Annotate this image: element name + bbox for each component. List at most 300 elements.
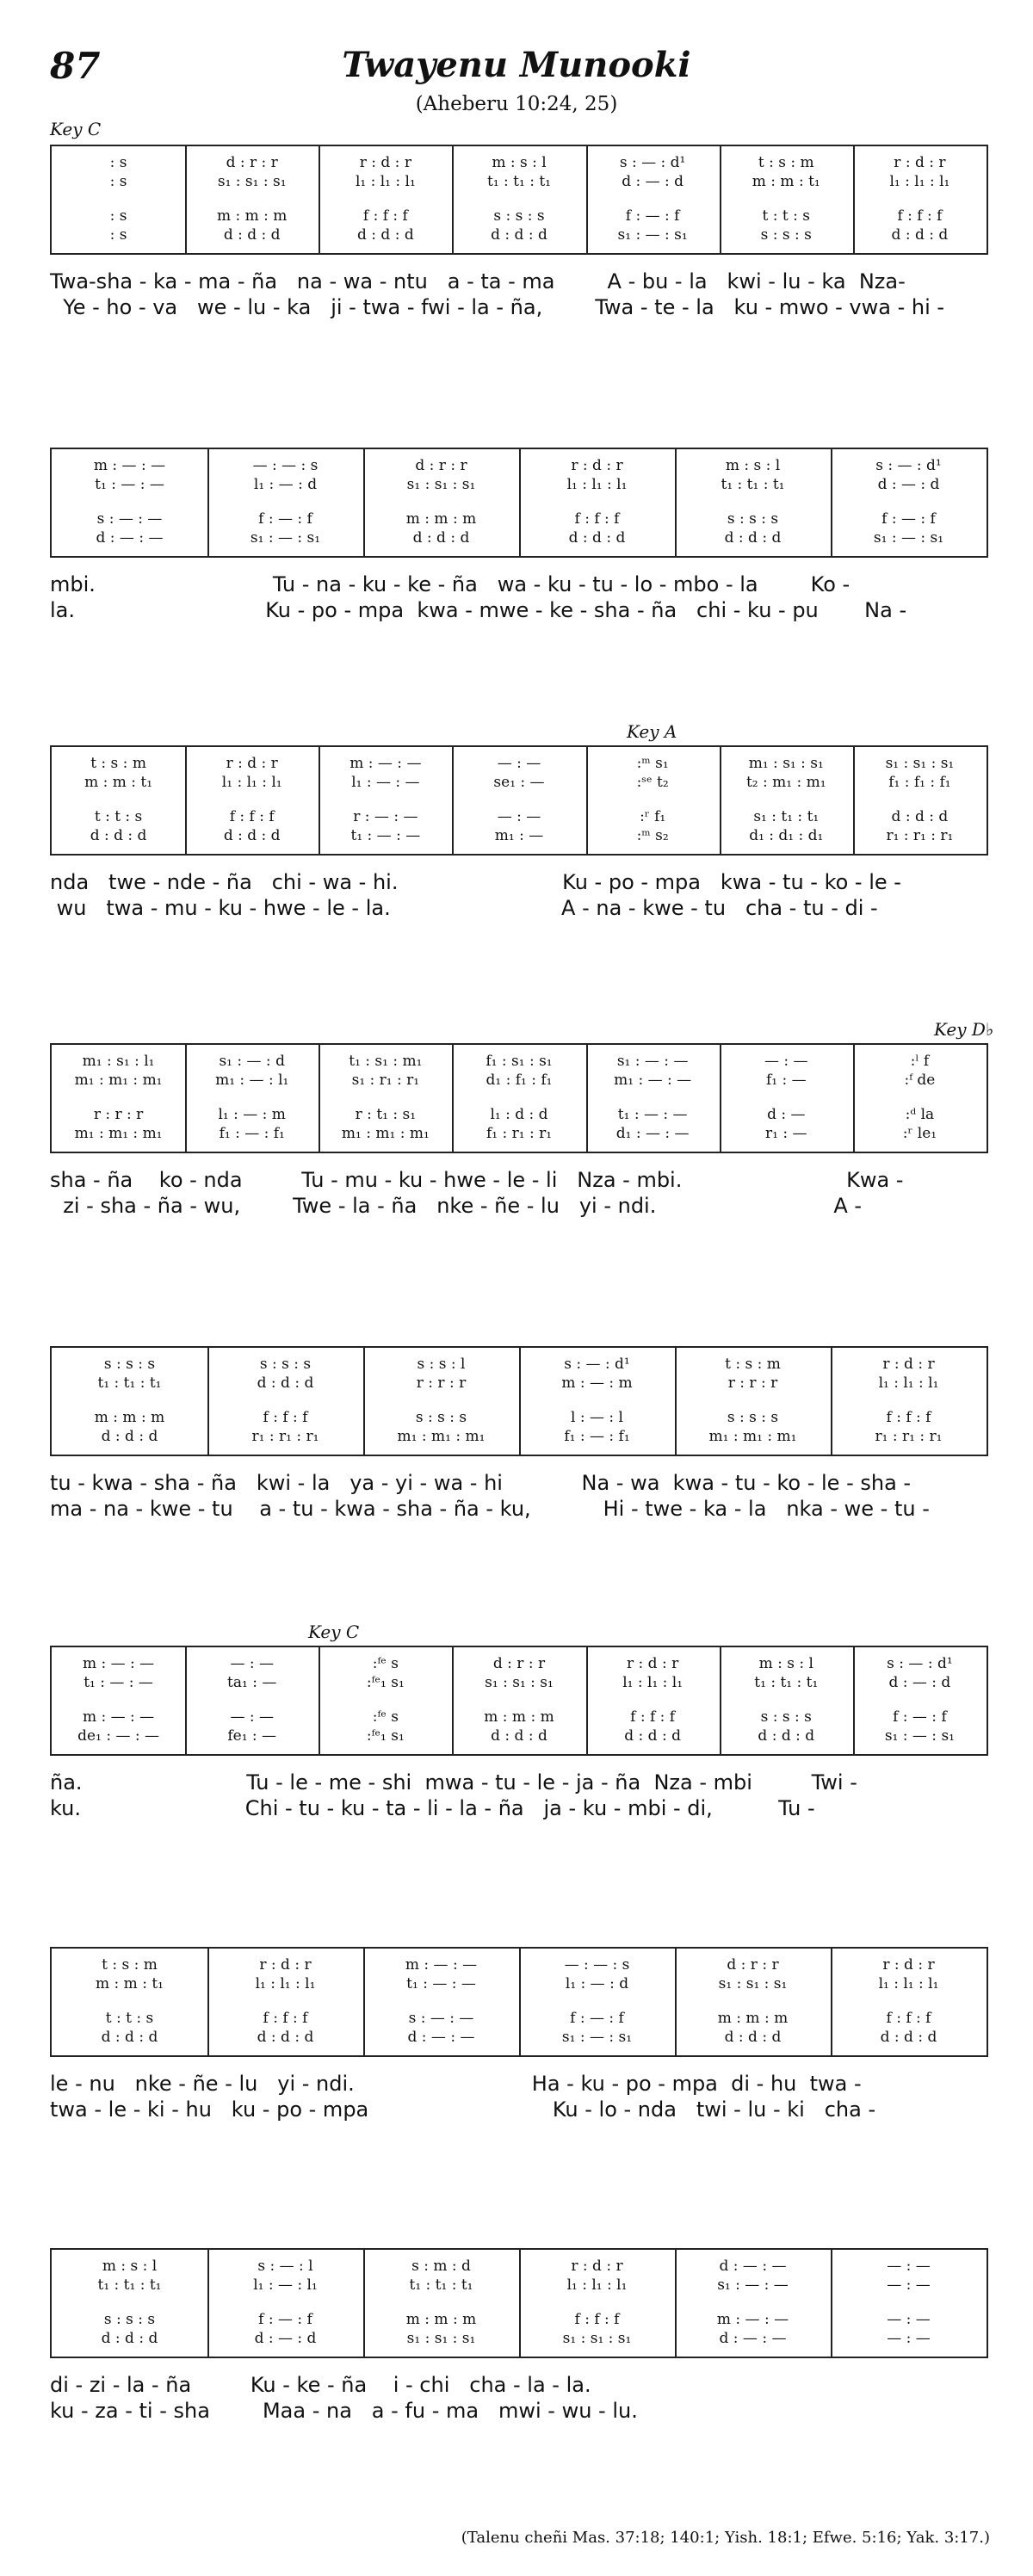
barline	[720, 146, 721, 253]
measure-cell: l₁ : — : d	[253, 476, 318, 493]
measure-cell: r : d : r	[894, 154, 946, 171]
barline	[363, 1949, 365, 2055]
lyrics-system-5	[50, 1470, 988, 1522]
measure-cell: r : d : r	[259, 1956, 312, 1974]
barline	[452, 146, 454, 253]
measure-cell: s₁ : — : —	[616, 1053, 689, 1070]
measure-cell: m : s : l	[102, 2258, 158, 2275]
measure-cell: t : t : s	[94, 808, 143, 825]
measure-cell: l₁ : l₁ : l₁	[878, 1374, 939, 1392]
measure-cell: r : t₁ : s₁	[355, 1106, 417, 1123]
voice-row-alto	[52, 1673, 987, 1692]
measure-cell: d : — : —	[719, 2258, 787, 2275]
measure-cell: r : d : r	[627, 1655, 679, 1672]
voice-row-alto	[52, 172, 987, 191]
music-system-1	[50, 145, 988, 255]
barline	[319, 1045, 320, 1152]
measure-cell: f : f : f	[574, 2311, 620, 2328]
measure-cell: — : — : s	[252, 457, 319, 474]
barline	[185, 146, 187, 253]
measure-cell: r : d : r	[571, 457, 623, 474]
barline	[853, 146, 855, 253]
measure-cell: f : f : f	[362, 207, 408, 225]
measure-cell: s₁ : s₁ : s₁	[406, 476, 476, 493]
measure-cell: f₁ : — : f₁	[219, 1125, 285, 1142]
barline	[831, 1949, 832, 2055]
measure-cell: d : — : d	[877, 476, 940, 493]
measure-cell: s₁ : — : s₁	[873, 529, 944, 547]
measure-cell: d : d : d	[891, 808, 949, 825]
lyrics-system-4	[50, 1167, 988, 1219]
measure-cell: f : — : f	[881, 510, 936, 528]
voice-row-soprano	[52, 1654, 987, 1673]
measure-cell: t : s : m	[102, 1956, 158, 1974]
measure-cell: m : — : m	[561, 1374, 633, 1392]
measure-cell: f : — : f	[258, 510, 312, 528]
lyric-line-verse-2: ku. Chi - tu - ku - ta - li - la - ña ja - ku - mbi - di, Tu -	[50, 1796, 815, 1820]
measure-cell: — : —	[497, 808, 541, 825]
measure-cell: d : r : r	[492, 1655, 546, 1672]
measure-cell: t₁ : t₁ : t₁	[754, 1674, 819, 1691]
measure-cell: d : d : d	[90, 827, 147, 844]
music-system-8	[50, 2248, 988, 2358]
measure-cell: fe₁ : —	[227, 1727, 277, 1745]
barline	[363, 2250, 365, 2357]
measure-cell: se₁ : —	[493, 774, 545, 791]
measure-cell: f₁ : r₁ : r₁	[486, 1125, 553, 1142]
barline	[363, 1348, 365, 1455]
measure-cell: s : s : s	[727, 510, 779, 528]
measure-cell: r₁ : —	[765, 1125, 807, 1142]
measure-cell: f : f : f	[886, 2010, 931, 2027]
measure-cell: t₁ : t₁ : t₁	[97, 2276, 162, 2294]
barline	[185, 1647, 187, 1754]
measure-cell: s : — : —	[408, 2010, 474, 2027]
lyric-line-verse-2: Ye - ho - va we - lu - ka ji - twa - fwi - la - ña, Twa - te - la ku - mwo - vwa - hi -	[50, 295, 945, 319]
measure-cell: m : m : t₁	[752, 173, 820, 190]
lyric-line-verse-2: la. Ku - po - mpa kwa - mwe - ke - sha - ña chi - ku - pu Na -	[50, 598, 907, 622]
barline	[519, 2250, 521, 2357]
measure-cell: t₁ : — : —	[406, 1975, 476, 1992]
measure-cell: m₁ : s₁ : s₁	[748, 755, 824, 772]
measure-cell: d : d : d	[624, 1727, 681, 1745]
measure-cell: m : m : t₁	[96, 1975, 164, 1992]
lyric-line-verse-1: le - nu nke - ñe - lu yi - ndi. Ha - ku - po - mpa di - hu twa -	[50, 2072, 862, 2096]
barline	[207, 1348, 209, 1455]
music-system-2	[50, 448, 988, 558]
measure-cell: m : — : —	[405, 1956, 478, 1974]
measure-cell: d : d : d	[257, 1374, 314, 1392]
measure-cell: l₁ : l₁ : l₁	[355, 173, 416, 190]
music-system-3	[50, 745, 988, 856]
measure-cell: m : — : —	[716, 2311, 789, 2328]
measure-cell: — : — : s	[564, 1956, 630, 1974]
measure-cell: s₁ : — : s₁	[561, 2029, 633, 2046]
measure-cell: s : s : s	[760, 226, 812, 244]
barline	[452, 1045, 454, 1152]
measure-cell: d : d : d	[891, 226, 949, 244]
measure-cell: d : — : —	[719, 2330, 787, 2347]
measure-cell: d : d : d	[257, 2029, 314, 2046]
barline	[853, 1647, 855, 1754]
measure-cell: f₁ : — : f₁	[564, 1428, 630, 1445]
measure-cell: s : s : l	[417, 1356, 466, 1373]
measure-cell: s : — : d¹	[564, 1356, 630, 1373]
voice-row-tenor	[52, 1105, 987, 1124]
measure-cell: s : — : d¹	[619, 154, 686, 171]
measure-cell: d : d : d	[223, 827, 281, 844]
measure-cell: r : d : r	[882, 1956, 935, 1974]
measure-cell: s₁ : — : s₁	[617, 226, 688, 244]
measure-cell: d₁ : d₁ : d₁	[749, 827, 824, 844]
measure-cell: l₁ : — : d	[565, 1975, 629, 1992]
lyrics-system-2	[50, 571, 988, 623]
measure-cell: l₁ : l₁ : l₁	[878, 1975, 939, 1992]
measure-cell: m₁ : m₁ : m₁	[341, 1125, 430, 1142]
measure-cell: m : — : —	[82, 1655, 155, 1672]
measure-cell: l : — : l	[571, 1409, 623, 1426]
voice-row-bass	[52, 1124, 987, 1143]
measure-cell: r : r : r	[727, 1374, 778, 1392]
measure-cell: l₁ : l₁ : l₁	[255, 1975, 316, 1992]
key-label-a: Key A	[627, 721, 677, 742]
measure-cell: m : m : m	[484, 1708, 554, 1726]
measure-cell: s : — : —	[96, 510, 163, 528]
voice-row-soprano	[52, 754, 987, 773]
measure-cell: s₁ : s₁ : s₁	[406, 2330, 476, 2347]
voice-row-alto	[52, 1071, 987, 1090]
measure-cell: m : m : m	[216, 207, 288, 225]
measure-cell: :ᶠᵉ s	[372, 1708, 399, 1726]
measure-cell: t : s : m	[90, 755, 146, 772]
measure-cell: d : — : d	[622, 173, 684, 190]
voice-row-alto	[52, 773, 987, 792]
barline	[319, 1647, 320, 1754]
measure-cell: m : s : l	[758, 1655, 813, 1672]
measure-cell: t : s : m	[758, 154, 814, 171]
music-system-7	[50, 1947, 988, 2057]
lyric-line-verse-1: Twa-sha - ka - ma - ña na - wa - ntu a - ta - ma A - bu - la kwi - lu - ka Nza-	[50, 269, 906, 293]
measure-cell: d : r : r	[727, 1956, 779, 1974]
measure-cell: d₁ : f₁ : f₁	[486, 1072, 553, 1089]
measure-cell: d : — : d	[888, 1674, 951, 1691]
measure-cell: :ʳ le₁	[902, 1125, 937, 1142]
lyric-line-verse-1: tu - kwa - sha - ña kwi - la ya - yi - wa - hi Na - wa kwa - tu - ko - le - sha -	[50, 1471, 912, 1495]
measure-cell: s₁ : — : s₁	[884, 1727, 955, 1745]
barline	[720, 1045, 721, 1152]
measure-cell: — : —	[887, 2258, 931, 2275]
barline	[452, 1647, 454, 1754]
measure-cell: m : — : —	[93, 457, 166, 474]
measure-cell: s : s : s	[727, 1409, 779, 1426]
measure-cell: m : m : m	[405, 2311, 477, 2328]
barline	[853, 747, 855, 854]
lyric-line-verse-2: zi - sha - ña - wu, Twe - la - ña nke - ñe - lu yi - ndi. A -	[50, 1194, 863, 1218]
measure-cell: t₁ : t₁ : t₁	[409, 2276, 473, 2294]
measure-cell: f : f : f	[630, 1708, 676, 1726]
measure-cell: t : t : s	[105, 2010, 154, 2027]
measure-cell: s : s : s	[493, 207, 545, 225]
measure-cell: — : —	[764, 1053, 808, 1070]
barline	[207, 449, 209, 556]
measure-cell: m₁ : — : —	[614, 1072, 692, 1089]
measure-cell: r : d : r	[226, 755, 278, 772]
barline	[519, 1348, 521, 1455]
measure-cell: l₁ : d : d	[490, 1106, 548, 1123]
barline	[720, 1647, 721, 1754]
measure-cell: d : —	[767, 1106, 806, 1123]
measure-cell: m : m : m	[94, 1409, 165, 1426]
measure-cell: m : m : t₁	[84, 774, 153, 791]
measure-cell: s : s : s	[415, 1409, 467, 1426]
measure-cell: f : — : f	[258, 2311, 312, 2328]
measure-cell: t₁ : t₁ : t₁	[97, 1374, 162, 1392]
measure-cell: d : d : d	[491, 226, 547, 244]
voice-row-soprano	[52, 1052, 987, 1071]
measure-cell: s₁ : t₁ : t₁	[753, 808, 820, 825]
measure-cell: s : s : s	[259, 1356, 312, 1373]
barline	[363, 449, 365, 556]
measure-cell: d : d : d	[568, 529, 626, 547]
measure-cell: f : f : f	[263, 2010, 308, 2027]
measure-cell: d : d : d	[356, 226, 414, 244]
measure-cell: s₁ : s₁ : s₁	[562, 2330, 632, 2347]
barline	[519, 449, 521, 556]
barline	[519, 1949, 521, 2055]
measure-cell: m : s : l	[725, 457, 781, 474]
measure-cell: r₁ : r₁ : r₁	[886, 827, 954, 844]
measure-cell: f : f : f	[886, 1409, 931, 1426]
voice-row-tenor	[52, 1708, 987, 1727]
measure-cell: :ᵐ s₂	[636, 827, 669, 844]
measure-cell: s : s : s	[760, 1708, 812, 1726]
barline	[853, 1045, 855, 1152]
lyrics-system-7	[50, 2071, 988, 2122]
measure-cell: r₁ : r₁ : r₁	[875, 1428, 943, 1445]
measure-cell: d : d : d	[101, 2330, 158, 2347]
measure-cell: t₁ : t₁ : t₁	[721, 476, 785, 493]
lyric-line-verse-1: ña. Tu - le - me - shi mwa - tu - le - ja - ña Nza - mbi Twi -	[50, 1770, 857, 1795]
barline	[207, 2250, 209, 2357]
barline	[185, 747, 187, 854]
barline	[675, 1949, 677, 2055]
measure-cell: s : m : d	[411, 2258, 471, 2275]
measure-cell: f : — : f	[570, 2010, 624, 2027]
measure-cell: m : — : —	[349, 755, 422, 772]
lyric-line-verse-2: twa - le - ki - hu ku - po - mpa Ku - lo - nda twi - lu - ki cha -	[50, 2097, 876, 2122]
measure-cell: d : d : d	[412, 529, 470, 547]
hymn-title: Twayenu Munooki	[342, 45, 691, 85]
measure-cell: m₁ : m₁ : m₁	[74, 1072, 163, 1089]
measure-cell: t₂ : m₁ : m₁	[745, 774, 826, 791]
measure-cell: m : m : m	[405, 510, 477, 528]
measure-cell: l₁ : l₁ : l₁	[566, 476, 628, 493]
measure-cell: :ᶠᵉ₁ s₁	[366, 1674, 405, 1691]
voice-row-tenor	[52, 207, 987, 225]
measure-cell: m : m : m	[717, 2010, 789, 2027]
measure-cell: — : —	[230, 1655, 274, 1672]
measure-cell: r : d : r	[359, 154, 411, 171]
measure-cell: :ᵐ s₁	[636, 755, 669, 772]
measure-cell: m₁ : m₁ : m₁	[708, 1428, 797, 1445]
measure-cell: m₁ : — : l₁	[215, 1072, 289, 1089]
measure-cell: l₁ : — : —	[351, 774, 420, 791]
measure-cell: l₁ : l₁ : l₁	[566, 2276, 628, 2294]
measure-cell: d : — : d	[254, 2330, 317, 2347]
measure-cell: d : d : d	[758, 1727, 815, 1745]
measure-cell: r : d : r	[571, 2258, 623, 2275]
voice-row-bass	[52, 225, 987, 244]
measure-cell: m₁ : —	[494, 827, 544, 844]
measure-cell: s₁ : — : d	[219, 1053, 285, 1070]
lyric-line-verse-1: nda twe - nde - ña chi - wa - hi. Ku - po - mpa kwa - tu - ko - le -	[50, 870, 901, 894]
lyric-line-verse-1: mbi. Tu - na - ku - ke - ña wa - ku - tu - lo - mbo - la Ko -	[50, 572, 851, 596]
measure-cell: t₁ : t₁ : t₁	[486, 173, 551, 190]
measure-cell: m₁ : m₁ : m₁	[397, 1428, 486, 1445]
scripture-reference: (Aheberu 10:24, 25)	[415, 93, 618, 115]
key-label-d-flat: Key D♭	[934, 1019, 994, 1040]
measure-cell: t₁ : — : —	[95, 476, 164, 493]
measure-cell: f : f : f	[897, 207, 943, 225]
footnote-references: (Talenu cheñi Mas. 37:18; 140:1; Yish. 18:1; Efwe. 5:16; Yak. 3:17.)	[461, 2529, 990, 2547]
measure-cell: s₁ : s₁ : s₁	[718, 1975, 788, 1992]
measure-cell: d : d : d	[101, 2029, 158, 2046]
measure-cell: l₁ : l₁ : l₁	[889, 173, 950, 190]
barline	[319, 747, 320, 854]
measure-cell: :ʳ f₁	[640, 808, 666, 825]
measure-cell: :ˡ f	[910, 1053, 930, 1070]
lyric-line-verse-1: sha - ña ko - nda Tu - mu - ku - hwe - le - li Nza - mbi. Kwa -	[50, 1168, 904, 1192]
measure-cell: f : f : f	[229, 808, 275, 825]
barline	[207, 1949, 209, 2055]
measure-cell: :ᶠᵉ₁ s₁	[366, 1727, 405, 1745]
measure-cell: d : d : d	[223, 226, 281, 244]
measure-cell: r : — : —	[353, 808, 418, 825]
key-label-c: Key C	[50, 119, 102, 139]
measure-cell: s₁ : s₁ : s₁	[485, 1674, 554, 1691]
measure-cell: m₁ : m₁ : m₁	[74, 1125, 163, 1142]
lyrics-system-3	[50, 869, 988, 921]
measure-cell: s₁ : — : —	[717, 2276, 789, 2294]
voice-row-bass	[52, 1727, 987, 1745]
measure-cell: — : —	[887, 2276, 931, 2294]
measure-cell: f₁ : f₁ : f₁	[888, 774, 951, 791]
lyric-line-verse-1: di - zi - la - ña Ku - ke - ña i - chi cha - la - la.	[50, 2373, 591, 2397]
measure-cell: r₁ : r₁ : r₁	[251, 1428, 319, 1445]
lyric-line-verse-2: ma - na - kwe - tu a - tu - kwa - sha - ña - ku, Hi - twe - ka - la nka - we - tu -	[50, 1497, 930, 1521]
barline	[586, 747, 588, 854]
music-system-5	[50, 1346, 988, 1456]
measure-cell: f : f : f	[574, 510, 620, 528]
barline	[675, 449, 677, 556]
measure-cell: s : — : d¹	[875, 457, 942, 474]
measure-cell: l₁ : l₁ : l₁	[221, 774, 282, 791]
lyric-line-verse-2: ku - za - ti - sha Maa - na a - fu - ma mwi - wu - lu.	[50, 2399, 638, 2423]
measure-cell: l₁ : l₁ : l₁	[622, 1674, 684, 1691]
measure-cell: s : s : s	[103, 1356, 156, 1373]
measure-cell: s₁ : r₁ : r₁	[351, 1072, 420, 1089]
measure-cell: : s	[109, 207, 127, 225]
measure-cell: m : s : l	[492, 154, 547, 171]
measure-cell: :ˢᵉ t₂	[636, 774, 669, 791]
measure-cell: — : —	[887, 2311, 931, 2328]
measure-cell: r : r : r	[416, 1374, 467, 1392]
measure-cell: ta₁ : —	[227, 1674, 277, 1691]
measure-cell: m : — : —	[82, 1708, 155, 1726]
barline	[586, 1045, 588, 1152]
measure-cell: d : d : d	[724, 2029, 782, 2046]
measure-cell: s : — : d¹	[887, 1655, 953, 1672]
measure-cell: : s	[109, 154, 127, 171]
barline	[675, 2250, 677, 2357]
measure-cell: :ᵈ la	[905, 1106, 935, 1123]
barline	[675, 1348, 677, 1455]
voice-row-bass	[52, 826, 987, 845]
music-system-4	[50, 1043, 988, 1153]
measure-cell: t₁ : s₁ : m₁	[349, 1053, 423, 1070]
barline	[185, 1045, 187, 1152]
barline	[831, 2250, 832, 2357]
voice-row-soprano	[52, 153, 987, 172]
measure-cell: :ᶠ de	[904, 1072, 936, 1089]
measure-cell: d : d : d	[101, 1428, 158, 1445]
hymn-number: 87	[50, 45, 101, 87]
measure-cell: — : —	[230, 1708, 274, 1726]
measure-cell: s₁ : s₁ : s₁	[885, 755, 955, 772]
barline	[831, 1348, 832, 1455]
barline	[586, 146, 588, 253]
measure-cell: : s	[109, 226, 127, 244]
measure-cell: f : — : f	[893, 1708, 947, 1726]
barline	[319, 146, 320, 253]
measure-cell: l₁ : — : m	[218, 1106, 286, 1123]
measure-cell: — : —	[887, 2330, 931, 2347]
measure-cell: d : — : —	[407, 2029, 475, 2046]
measure-cell: f₁ : s₁ : s₁	[486, 1053, 553, 1070]
measure-cell: f : f : f	[263, 1409, 308, 1426]
measure-cell: t₁ : — : —	[350, 827, 421, 844]
measure-cell: t : t : s	[762, 207, 810, 225]
barline	[831, 449, 832, 556]
measure-cell: s₁ : s₁ : s₁	[217, 173, 287, 190]
measure-cell: d : d : d	[880, 2029, 937, 2046]
measure-cell: d : d : d	[491, 1727, 547, 1745]
lyric-line-verse-2: wu twa - mu - ku - hwe - le - la. A - na - kwe - tu cha - tu - di -	[50, 896, 878, 920]
lyrics-system-1	[50, 269, 988, 320]
measure-cell: d : d : d	[724, 529, 782, 547]
measure-cell: d : r : r	[415, 457, 467, 474]
barline	[452, 747, 454, 854]
measure-cell: r : d : r	[882, 1356, 935, 1373]
barline	[586, 1647, 588, 1754]
measure-cell: t₁ : — : —	[617, 1106, 688, 1123]
measure-cell: d₁ : — : —	[615, 1125, 690, 1142]
measure-cell: d : r : r	[226, 154, 278, 171]
measure-cell: : s	[109, 173, 127, 190]
measure-cell: s : s : s	[103, 2311, 156, 2328]
measure-cell: f₁ : —	[765, 1072, 807, 1089]
measure-cell: de₁ : — : —	[77, 1727, 159, 1745]
lyrics-system-6	[50, 1770, 988, 1821]
voice-row-tenor	[52, 807, 987, 826]
lyrics-system-8	[50, 2372, 988, 2424]
barline	[720, 747, 721, 854]
key-label-c-return: Key C	[308, 1622, 360, 1642]
music-system-6	[50, 1646, 988, 1756]
measure-cell: — : —	[497, 755, 541, 772]
measure-cell: d : — : —	[96, 529, 164, 547]
measure-cell: m₁ : s₁ : l₁	[82, 1053, 155, 1070]
